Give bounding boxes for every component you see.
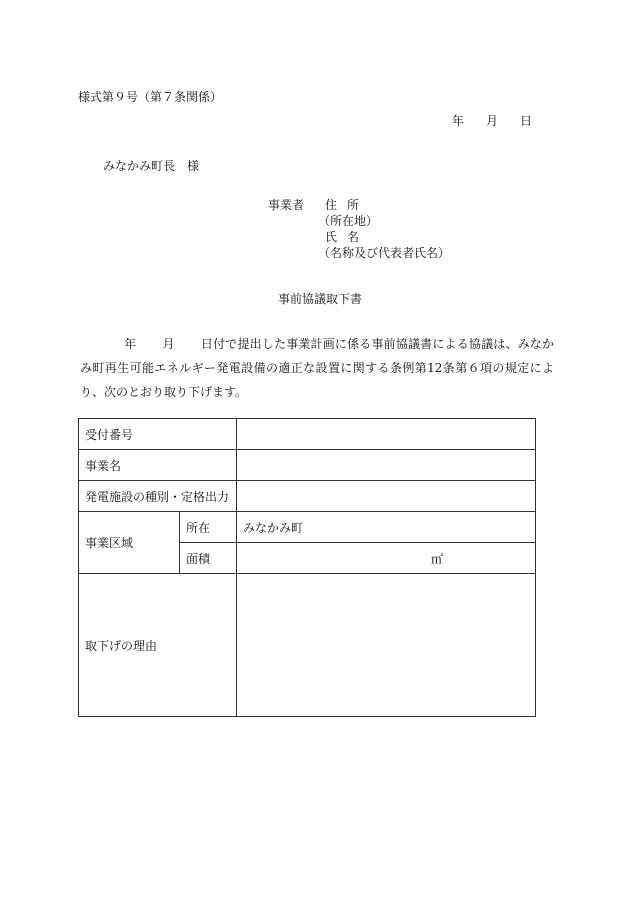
body-month: 月	[162, 337, 175, 351]
project-name-field[interactable]	[237, 450, 536, 481]
form-number: 様式第９号（第７条関係）	[78, 90, 223, 104]
date-day: 日	[519, 114, 532, 128]
addressee-honorific: 様	[187, 159, 200, 173]
date-year: 年	[451, 114, 464, 128]
project-name-label: 事業名	[79, 450, 237, 481]
table-row	[79, 512, 536, 543]
table-row	[79, 450, 536, 481]
area-field[interactable]	[237, 543, 536, 574]
body-text: 日付で提出した事業計画に係る事前協議書による協議は、みなかみ町再生可能エネルギー発電設備の適正な設置に関する条例第12条第６項の規定により、次のとおり取り下げます。	[80, 337, 554, 399]
address-label: 住所	[325, 198, 370, 212]
date-line	[430, 112, 532, 129]
body-paragraph	[80, 332, 554, 404]
location-field[interactable]: みなかみ町	[237, 512, 536, 543]
reason-field[interactable]	[237, 574, 536, 717]
name-sub-label: （名称及び代表者氏名）	[318, 246, 451, 260]
form-table	[78, 418, 536, 717]
table-row	[79, 481, 536, 512]
addressee	[103, 157, 199, 174]
facility-type-label: 発電施設の種別・定格出力	[79, 481, 237, 512]
location-label: 所在	[180, 512, 237, 543]
document-title: 事前協議取下書	[278, 292, 363, 306]
addressee-name: みなかみ町長	[103, 159, 176, 173]
table-row	[79, 419, 536, 450]
reason-label: 取下げの理由	[79, 574, 237, 717]
address-sub-label: （所在地）	[318, 214, 379, 228]
name-label: 氏名	[325, 230, 370, 244]
reception-number-field[interactable]	[237, 419, 536, 450]
applicant-label: 事業者	[268, 198, 305, 212]
area-unit: ㎡	[430, 551, 443, 566]
project-area-label: 事業区域	[79, 512, 180, 574]
date-month: 月	[485, 114, 498, 128]
reception-number-label: 受付番号	[79, 419, 237, 450]
facility-type-field[interactable]	[237, 481, 536, 512]
table-row	[79, 574, 536, 717]
area-label: 面積	[180, 543, 237, 574]
body-year: 年	[124, 337, 137, 351]
